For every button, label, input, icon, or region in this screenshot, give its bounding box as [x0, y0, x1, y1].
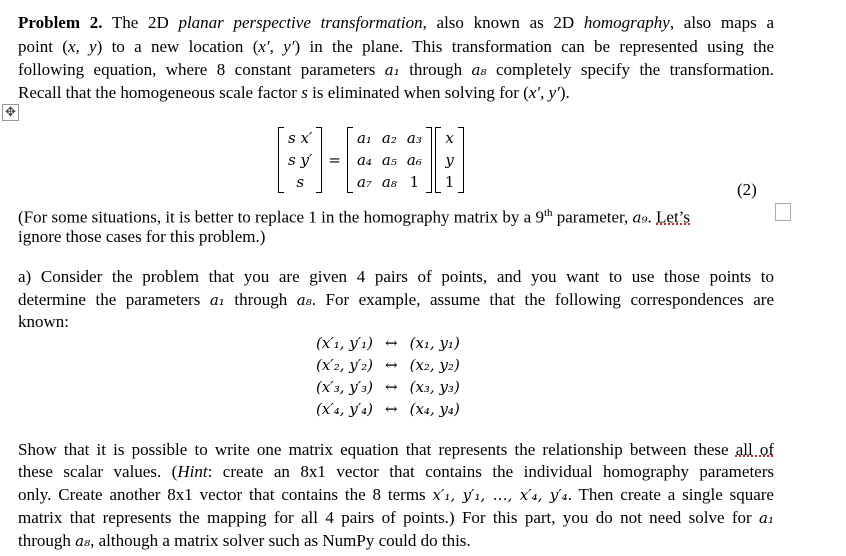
text-run: Hint [177, 462, 208, 481]
text-run: a₉ [632, 208, 648, 227]
text-run: a₁ [209, 291, 225, 309]
ninth-parameter-note-line [18, 227, 774, 247]
correspondence-row [316, 354, 460, 376]
text-run: all of [735, 440, 774, 459]
text-run: is eliminated when solving for ( [307, 83, 529, 102]
text-run: known: [18, 312, 69, 331]
correspondence-row [316, 398, 460, 420]
lhs-entry: s y′ [288, 151, 313, 169]
text-run: completely specify the transformation. [486, 60, 774, 79]
text-run: point ( [18, 37, 68, 56]
lhs-entry: s x′ [288, 129, 313, 147]
text-run: only. Create another 8x1 vector that contains the 8 terms [18, 485, 433, 504]
correspondence-arrow: ↔ [385, 378, 398, 396]
text-run: ) in the plane. This transformation can be represented using the [294, 37, 774, 56]
problem-intro-line [18, 13, 774, 33]
problem-intro-line [18, 37, 774, 57]
correspondence-list [316, 332, 460, 420]
correspondence-arrow: ↔ [385, 400, 398, 418]
text-run: through [224, 290, 297, 309]
matrix-entry: a₅ [381, 151, 397, 169]
text-run: . Then create a single square [567, 485, 774, 504]
matrix-entry: 1 [409, 173, 420, 191]
matrix-entry: a₈ [381, 173, 397, 191]
lhs-vector [278, 127, 322, 193]
text-run: , also maps a [669, 13, 774, 32]
part-a-task-line [18, 531, 774, 551]
part-a-line [18, 267, 774, 287]
text-run: planar perspective transformation [178, 13, 423, 32]
text-run: : create an 8x1 vector that contains the individual homography parameters [207, 462, 774, 481]
text-run: these scalar values. ( [18, 462, 178, 481]
correspondence-lhs: (x′₁, y′₁) [316, 334, 374, 352]
text-run: Let’s [656, 207, 691, 227]
rhs-vector [435, 127, 465, 193]
text-run: x′, y′ [528, 83, 560, 102]
homography-equation [278, 127, 464, 193]
text-run: x′, y′ [258, 37, 295, 56]
vector-entry: x [445, 129, 454, 147]
part-a-task-line [18, 462, 774, 482]
text-run: parameter, [552, 207, 633, 227]
problem-intro-line [18, 60, 774, 80]
correspondence-arrow: ↔ [385, 334, 398, 352]
vector-entry: 1 [444, 173, 455, 191]
ninth-parameter-note-line [18, 203, 774, 228]
part-a-task-line [18, 508, 774, 528]
text-run: Show that it is possible to write one matrix equation that represents the relationship between these [18, 440, 736, 459]
correspondence-row [316, 332, 460, 354]
correspondence-row [316, 376, 460, 398]
text-run: Recall that the homogeneous scale factor [18, 83, 302, 102]
text-run: a) Consider the problem that you are given 4 pairs of points, and you want to use those points to [18, 267, 774, 286]
text-run: s [301, 83, 308, 102]
text-run: , also known as 2D [422, 13, 584, 32]
text-run: homography [583, 13, 670, 32]
table-move-handle-icon[interactable]: ✥ [2, 104, 19, 121]
equation-number: (2) [737, 180, 757, 199]
matrix-entry: a₄ [356, 151, 372, 169]
text-run: th [543, 207, 553, 219]
homography-matrix [347, 127, 432, 193]
text-run: x′₁, y′₁, …, x′₄, y′₄ [432, 486, 568, 504]
part-a-line [18, 312, 774, 332]
text-run: (For some situations, it is better to replace 1 in the homography matrix by a 9 [18, 207, 544, 227]
text-run: The 2D [102, 13, 179, 32]
text-run: . [647, 207, 657, 227]
text-run: ) to a new location ( [96, 37, 259, 56]
correspondence-lhs: (x′₄, y′₄) [316, 400, 374, 418]
correspondence-rhs: (x₄, y₄) [409, 400, 460, 418]
correspondence-rhs: (x₂, y₂) [409, 356, 460, 374]
problem-intro-line [18, 83, 774, 103]
part-a-line [18, 290, 774, 310]
part-a-task-line [18, 485, 774, 505]
text-run: , although a matrix solver such as NumPy could do this. [90, 531, 471, 550]
matrix-entry: a₆ [406, 151, 422, 169]
vector-entry: y [445, 151, 454, 169]
text-run: a₁ [759, 509, 774, 527]
text-run: matrix that represents the mapping for all 4 pairs of points.) For this part, you do not need solve for [18, 508, 760, 527]
lhs-entry: s [296, 173, 305, 191]
matrix-entry: a₃ [406, 129, 422, 147]
matrix-entry: a₂ [381, 129, 397, 147]
text-run: determine the parameters [18, 290, 210, 309]
text-run: following equation, where 8 constant parameters [18, 60, 385, 79]
text-run: . For example, assume that the following correspondences are [311, 290, 774, 309]
text-run: a₈ [471, 61, 487, 79]
text-run: a₁ [384, 61, 400, 79]
text-run: ). [559, 83, 570, 102]
part-a-task-line [18, 440, 774, 460]
correspondence-rhs: (x₃, y₃) [409, 378, 460, 396]
text-run: a₈ [75, 532, 91, 550]
text-run: x, y [67, 37, 97, 56]
correspondence-lhs: (x′₂, y′₂) [316, 356, 374, 374]
text-run: through [18, 531, 76, 550]
matrix-entry: a₁ [356, 129, 372, 147]
equals-sign: = [328, 151, 341, 169]
text-run: a₈ [296, 291, 312, 309]
correspondence-rhs: (x₁, y₁) [409, 334, 460, 352]
correspondence-arrow: ↔ [385, 356, 398, 374]
correspondence-lhs: (x′₃, y′₃) [316, 378, 374, 396]
text-run: Problem 2. [18, 13, 103, 32]
text-run: ignore those cases for this problem.) [18, 227, 266, 246]
text-run: through [399, 60, 472, 79]
matrix-entry: a₇ [356, 173, 372, 191]
comment-marker-box[interactable] [775, 203, 791, 221]
